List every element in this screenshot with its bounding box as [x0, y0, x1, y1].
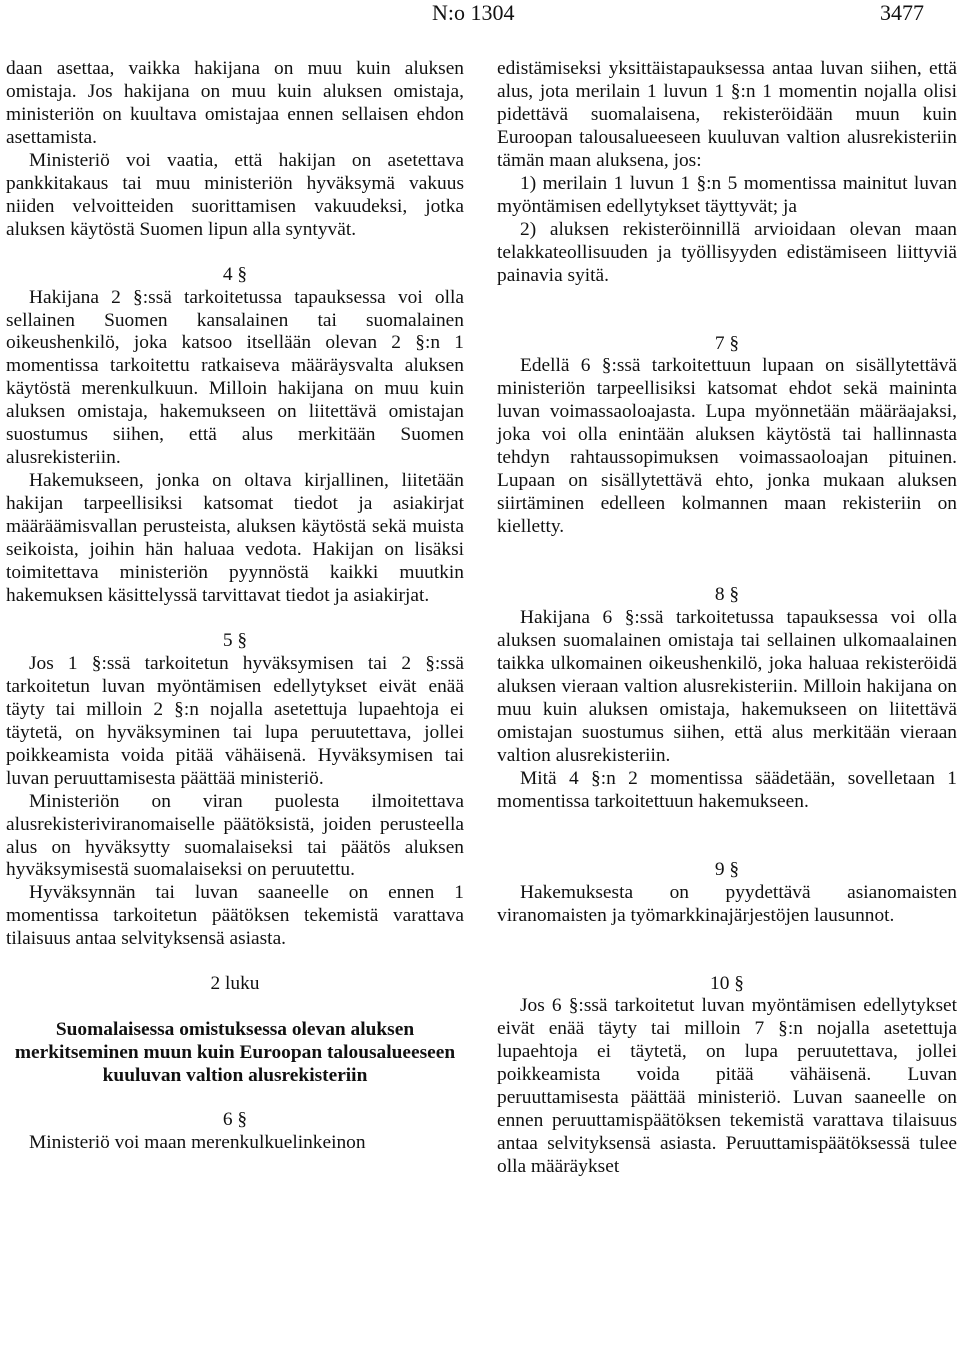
section-heading-10: 10 § [710, 972, 744, 994]
left-column [6, 58, 464, 1155]
paragraph: Hakijana 6 §:ssä tarkoitetussa tapauksessa voi olla aluksen suomalainen omistaja tai sellainen ulkomaalainen taikka ulkomainen oikeushenkilö, joka haluaa rekisteröidä aluksen vieraan valtion alusrekisteriin. Milloin hakijana on muu kuin aluksen omistaja, hakemukseen on liitettävä omistajan suostumus siihen, että alus merkitään vieraan valtion alusrekisteriin. [497, 607, 957, 766]
paragraph: Hyväksynnän tai luvan saaneelle on ennen 1 momentissa tarkoitetun päätöksen tekemistä varattava tilaisuus antaa selvityksensä asiasta. [6, 882, 464, 950]
section-heading-9: 9 § [714, 858, 740, 880]
section-heading-6: 6 § [222, 1109, 248, 1131]
section-heading-8: 8 § [714, 584, 740, 606]
chapter-title: Suomalaisessa omistuksessa olevan aluksen merkitseminen muun kuin Euroopan talousalueeseen kuuluvan valtion alusrekisteriin [14, 1019, 456, 1087]
right-column [497, 58, 957, 1179]
list-item: 1) merilain 1 luvun 1 §:n 5 momentissa mainitut luvan myöntämisen edellytykset täyttyvät; ja [497, 172, 957, 217]
section-heading-4: 4 § [222, 263, 248, 285]
paragraph: Mitä 4 §:n 2 momentissa säädetään, sovelletaan 1 momentissa tarkoitettuun hakemukseen. [497, 767, 957, 812]
page-number: 3477 [880, 0, 924, 25]
paragraph: Jos 6 §:ssä tarkoitetut luvan myöntämisen edellytykset eivät enää täyty tai milloin 7 §:n nojalla asetettuja lupaehtoja ei täytetä, on lupa peruutettava, jollei poikkeamista voida pitää vähäisenä. Luvan peruuttamisesta päättää ministeriö. Luvan saaneelle on ennen peruuttamispäätöksen tekemistä varattava tilaisuus antaa selvityksensä asiasta. Peruuttamispäätöksessä tulee olla määräykset [497, 995, 957, 1178]
paragraph: Ministeriön on viran puolesta ilmoitettava alusrekisteriviranomaiselle päätöksistä, joiden perusteella alus on hyväksytty suomalaiseksi tai päätös aluksen hyväksymisestä suomalaiseksi on peruutettu. [6, 790, 464, 881]
paragraph: Hakemuksesta on pyydettävä asianomaisten viranomaisten ja työmarkkinajärjestöjen lausunnot. [497, 881, 957, 926]
paragraph: Hakijana 2 §:ssä tarkoitetussa tapauksessa voi olla sellainen Suomen kansalainen tai suomalainen oikeushenkilö, joka katsoo itsellään olevan 2 §:n 1 momentissa tarkoitettu ratkaiseva määräysvalta aluksen käytöstä merenkulkuun. Milloin hakijana on muu kuin aluksen omistaja, hakemukseen on liitettävä omistajan suostumus siihen, että alus merkitään Suomen alusrekisteriin. [6, 286, 464, 469]
paragraph: edistämiseksi yksittäistapauksessa antaa luvan siihen, että alus, jota merilain 1 luvun 1 §:n 1 momentin nojalla olisi pidettävä suomalaisena, rekisteröidään muun kuin Euroopan talousalueeseen kuuluvan valtion alusrekisteriin tämän maan aluksena, jos: [497, 58, 957, 171]
page-header [0, 0, 960, 38]
paragraph: Ministeriö voi vaatia, että hakijan on asetettava pankkitakaus tai muu ministeriön hyväksymä vakuus niiden velvoitteiden suorittamisen vakuudeksi, jotka aluksen käytöstä Suomen lipun alla syntyvät. [6, 149, 464, 240]
paragraph: daan asettaa, vaikka hakijana on muu kuin aluksen omistaja. Jos hakijana on muu kuin aluksen omistaja, ministeriön on kuultava omistajaa ennen sellaisen ehdon asettamista. [6, 58, 464, 148]
chapter-heading: 2 luku [210, 973, 260, 995]
paragraph: Jos 1 §:ssä tarkoitetun hyväksymisen tai 2 §:ssä tarkoitetun luvan myöntämisen edellytykset eivät enää täyty tai milloin 2 §:n nojalla asetettuja lupaehtoja ei täytetä, on hyväksyminen tai lupa peruutettava, jollei poikkeamista voida pitää vähäisenä. Hyväksymisen tai luvan peruuttamisesta päättää ministeriö. [6, 652, 464, 789]
section-heading-5: 5 § [222, 629, 248, 651]
statute-number: N:o 1304 [432, 0, 515, 25]
paragraph: Edellä 6 §:ssä tarkoitettuun lupaan on sisällytettävä ministeriön tarpeellisiksi katsomat ehdot sekä maininta luvan voimassaoloajasta. Lupa myönnetään määräajaksi, joka voi olla enintään aluksen käytöstä tai hallinnasta tehdyn rahtaussopimuksen voimassaoloajan pituinen. Lupaan on sisällytettävä ehto, jonka mukaan aluksen siirtäminen edelleen kolmannen maan rekisteriin on kielletty. [497, 355, 957, 538]
paragraph: Hakemukseen, jonka on oltava kirjallinen, liitetään hakijan tarpeellisiksi katsomat tiedot ja asiakirjat määräämisvallan perusteista, aluksen käytöstä sekä muista seikoista, joihin hän haluaa vedota. Hakijan on lisäksi toimitettava ministeriön pyynnöstä kaikki muutkin hakemuksen käsittelyssä tarvittavat tiedot ja asiakirjat. [6, 470, 464, 606]
paragraph: Ministeriö voi maan merenkulkuelinkeinon [29, 1132, 366, 1154]
list-item: 2) aluksen rekisteröinnillä arvioidaan olevan maan telakkateollisuuden ja työllisyyden edistämiseen liittyviä painavia syitä. [497, 218, 957, 286]
section-heading-7: 7 § [714, 332, 740, 354]
